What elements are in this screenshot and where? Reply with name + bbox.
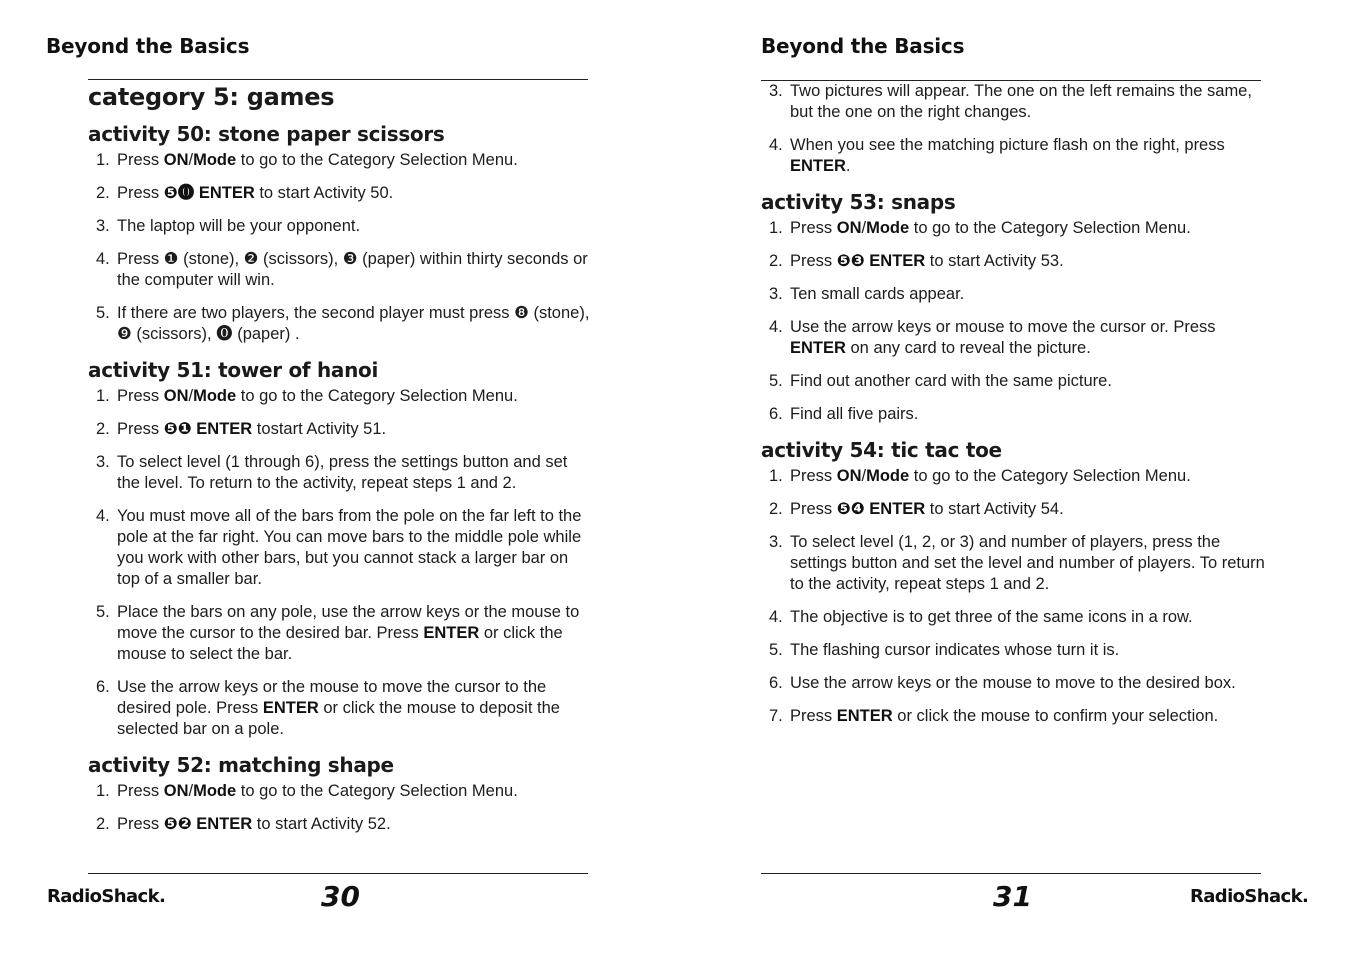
activity-title: activity 52: matching shape — [88, 753, 394, 777]
step-item — [761, 371, 1271, 392]
key-term: ENTER — [836, 707, 893, 725]
step-number: 5. — [769, 372, 783, 390]
key-term: Mode — [193, 782, 237, 800]
step-text: or click the mouse to confirm your selection. — [892, 707, 1219, 725]
step-text: / — [188, 782, 194, 800]
radioshack-logo: RadioShack. — [1190, 886, 1309, 907]
key-term: ENTER — [262, 699, 319, 717]
step-text: Use the arrow keys or the mouse to move the cursor to the desired pole. Press — [117, 678, 547, 717]
key-term: Mode — [193, 151, 237, 169]
step-item — [88, 814, 593, 835]
step-text: To select level (1 through 6), press the settings button and set the level. To return to the activity, repeat steps 1 and 2. — [117, 453, 568, 492]
step-text: to start Activity 50. — [254, 184, 394, 202]
step-number: 4. — [96, 507, 110, 525]
step-text: Press — [790, 467, 837, 485]
step-text: to go to the Category Selection Menu. — [236, 151, 518, 169]
continued-steps — [761, 81, 1271, 177]
step-text: on any card to reveal the picture. — [845, 339, 1091, 357]
key-term: ENTER — [790, 339, 846, 357]
step-number: 2. — [96, 184, 110, 202]
key-term: ❺⓿ ENTER — [163, 184, 255, 202]
step-item — [88, 150, 593, 171]
step-number: 2. — [96, 420, 110, 438]
key-term: Mode — [866, 219, 910, 237]
left-page — [0, 0, 675, 954]
top-rule — [88, 79, 588, 80]
step-item — [761, 706, 1271, 727]
step-number: 3. — [96, 217, 110, 235]
step-item — [761, 466, 1271, 487]
step-number: 2. — [769, 500, 783, 518]
page-content — [761, 81, 1271, 739]
step-text: to start Activity 52. — [252, 815, 391, 833]
step-text: Two pictures will appear. The one on the left remains the same, but the one on the right changes. — [790, 82, 1252, 121]
key-term: ON — [163, 387, 189, 405]
activity-title: activity 54: tic tac toe — [761, 438, 1002, 462]
step-text: / — [188, 151, 194, 169]
step-item — [88, 602, 593, 665]
step-text: Press — [790, 252, 837, 270]
step-item — [761, 81, 1271, 123]
step-item — [88, 183, 593, 204]
activity-title: activity 51: tower of hanoi — [88, 358, 379, 382]
step-item — [761, 317, 1271, 359]
step-item — [88, 677, 593, 740]
step-text: / — [861, 219, 867, 237]
key-term: Mode — [866, 467, 910, 485]
page-number: 30 — [321, 880, 360, 913]
step-text: Ten small cards appear. — [790, 285, 965, 303]
step-text: or click the mouse to deposit the selected bar on a pole. — [117, 699, 560, 738]
step-text: Press — [117, 815, 164, 833]
step-item — [88, 419, 593, 440]
step-text: or click the mouse to select the bar. — [117, 624, 563, 663]
step-text: Press — [117, 420, 164, 438]
step-number: 1. — [769, 219, 783, 237]
step-text: to go to the Category Selection Menu. — [909, 219, 1191, 237]
step-number: 3. — [96, 453, 110, 471]
step-item — [761, 607, 1271, 628]
step-text: . — [845, 157, 851, 175]
key-term: ❺❷ ENTER — [163, 815, 253, 833]
step-text: To select level (1, 2, or 3) and number of players, press the settings button and set the level and number of players. To return to the activity, repeat steps 1 and 2. — [790, 533, 1265, 593]
step-item — [761, 404, 1271, 425]
key-term: ENTER — [790, 157, 846, 175]
steps-list — [761, 466, 1271, 727]
category-title: category 5: games — [88, 83, 335, 111]
right-page — [675, 0, 1351, 954]
step-item — [761, 532, 1271, 595]
step-text: The laptop will be your opponent. — [117, 217, 361, 235]
steps-list — [88, 386, 593, 740]
step-number: 2. — [769, 252, 783, 270]
step-text: Press — [117, 387, 164, 405]
step-number: 2. — [96, 815, 110, 833]
step-text: The flashing cursor indicates whose turn it is. — [790, 641, 1120, 659]
bottom-rule — [761, 873, 1261, 874]
page-content — [88, 82, 593, 847]
step-text: Press — [790, 707, 837, 725]
step-text: Find all five pairs. — [790, 405, 919, 423]
key-term: ❺❹ ENTER — [836, 500, 926, 518]
step-number: 4. — [769, 608, 783, 626]
step-item — [88, 303, 593, 345]
step-text: tostart Activity 51. — [252, 420, 387, 438]
step-item — [761, 218, 1271, 239]
step-text: Place the bars on any pole, use the arrow keys or the mouse to move the cursor to the desired bar. Press — [117, 603, 580, 642]
steps-list — [761, 81, 1271, 177]
activity-title: activity 53: snaps — [761, 190, 956, 214]
step-number: 5. — [96, 603, 110, 621]
step-number: 3. — [769, 285, 783, 303]
step-number: 4. — [769, 318, 783, 336]
key-term: Mode — [193, 387, 237, 405]
step-item — [88, 216, 593, 237]
key-term: ON — [163, 782, 189, 800]
step-text: Press — [790, 500, 837, 518]
step-text: When you see the matching picture flash on the right, press — [790, 136, 1225, 154]
activity-section — [761, 437, 1271, 727]
activities — [88, 121, 593, 835]
step-item — [761, 673, 1271, 694]
key-term: ENTER — [423, 624, 480, 642]
step-number: 1. — [96, 782, 110, 800]
step-text: Press — [117, 151, 164, 169]
running-head: Beyond the Basics — [46, 34, 250, 58]
step-text: to start Activity 53. — [925, 252, 1064, 270]
step-item — [88, 506, 593, 590]
step-number: 3. — [769, 533, 783, 551]
step-number: 6. — [769, 674, 783, 692]
radioshack-logo: RadioShack. — [47, 886, 166, 907]
step-text: If there are two players, the second player must press ❽ (stone), ❾ (scissors), ⓿ (paper) . — [117, 304, 590, 343]
activity-section — [88, 121, 593, 345]
step-text: Find out another card with the same picture. — [790, 372, 1112, 390]
activity-section — [88, 752, 593, 835]
step-text: Press — [790, 219, 837, 237]
key-term: ❺❸ ENTER — [836, 252, 926, 270]
step-number: 6. — [769, 405, 783, 423]
activity-section — [761, 189, 1271, 425]
page-number: 31 — [993, 880, 1032, 913]
steps-list — [88, 150, 593, 345]
step-number: 1. — [769, 467, 783, 485]
key-term: ON — [836, 219, 862, 237]
step-item — [761, 251, 1271, 272]
step-item — [88, 386, 593, 407]
step-text: to start Activity 54. — [925, 500, 1064, 518]
step-text: Use the arrow keys or the mouse to move to the desired box. — [790, 674, 1236, 692]
step-text: The objective is to get three of the same icons in a row. — [790, 608, 1193, 626]
step-number: 5. — [769, 641, 783, 659]
step-number: 1. — [96, 387, 110, 405]
step-item — [761, 499, 1271, 520]
running-head: Beyond the Basics — [761, 34, 965, 58]
step-number: 4. — [96, 250, 110, 268]
step-text: Press ❶ (stone), ❷ (scissors), ❸ (paper) within thirty seconds or the computer will win. — [117, 250, 588, 289]
step-item — [761, 135, 1271, 177]
step-text: Press — [117, 184, 164, 202]
step-item — [761, 640, 1271, 661]
steps-list — [761, 218, 1271, 425]
step-item — [761, 284, 1271, 305]
step-text: Press — [117, 782, 164, 800]
activities — [761, 189, 1271, 727]
step-number: 4. — [769, 136, 783, 154]
bottom-rule — [88, 873, 588, 874]
step-text: You must move all of the bars from the pole on the far left to the pole at the far right. You can move bars to the middle pole while you work with other bars, but you cannot stack a larger bar on top of a smaller bar. — [117, 507, 582, 588]
activity-section — [88, 357, 593, 740]
step-text: to go to the Category Selection Menu. — [236, 782, 518, 800]
step-number: 1. — [96, 151, 110, 169]
step-item — [88, 249, 593, 291]
step-number: 7. — [769, 707, 783, 725]
key-term: ON — [163, 151, 189, 169]
step-text: to go to the Category Selection Menu. — [236, 387, 518, 405]
key-term: ❺❶ ENTER — [163, 420, 253, 438]
step-item — [88, 781, 593, 802]
steps-list — [88, 781, 593, 835]
activity-title: activity 50: stone paper scissors — [88, 122, 445, 146]
step-number: 3. — [769, 82, 783, 100]
step-text: / — [188, 387, 194, 405]
step-number: 6. — [96, 678, 110, 696]
key-term: ON — [836, 467, 862, 485]
step-text: / — [861, 467, 867, 485]
step-item — [88, 452, 593, 494]
step-text: Use the arrow keys or mouse to move the cursor or. Press — [790, 318, 1216, 336]
step-text: to go to the Category Selection Menu. — [909, 467, 1191, 485]
step-number: 5. — [96, 304, 110, 322]
